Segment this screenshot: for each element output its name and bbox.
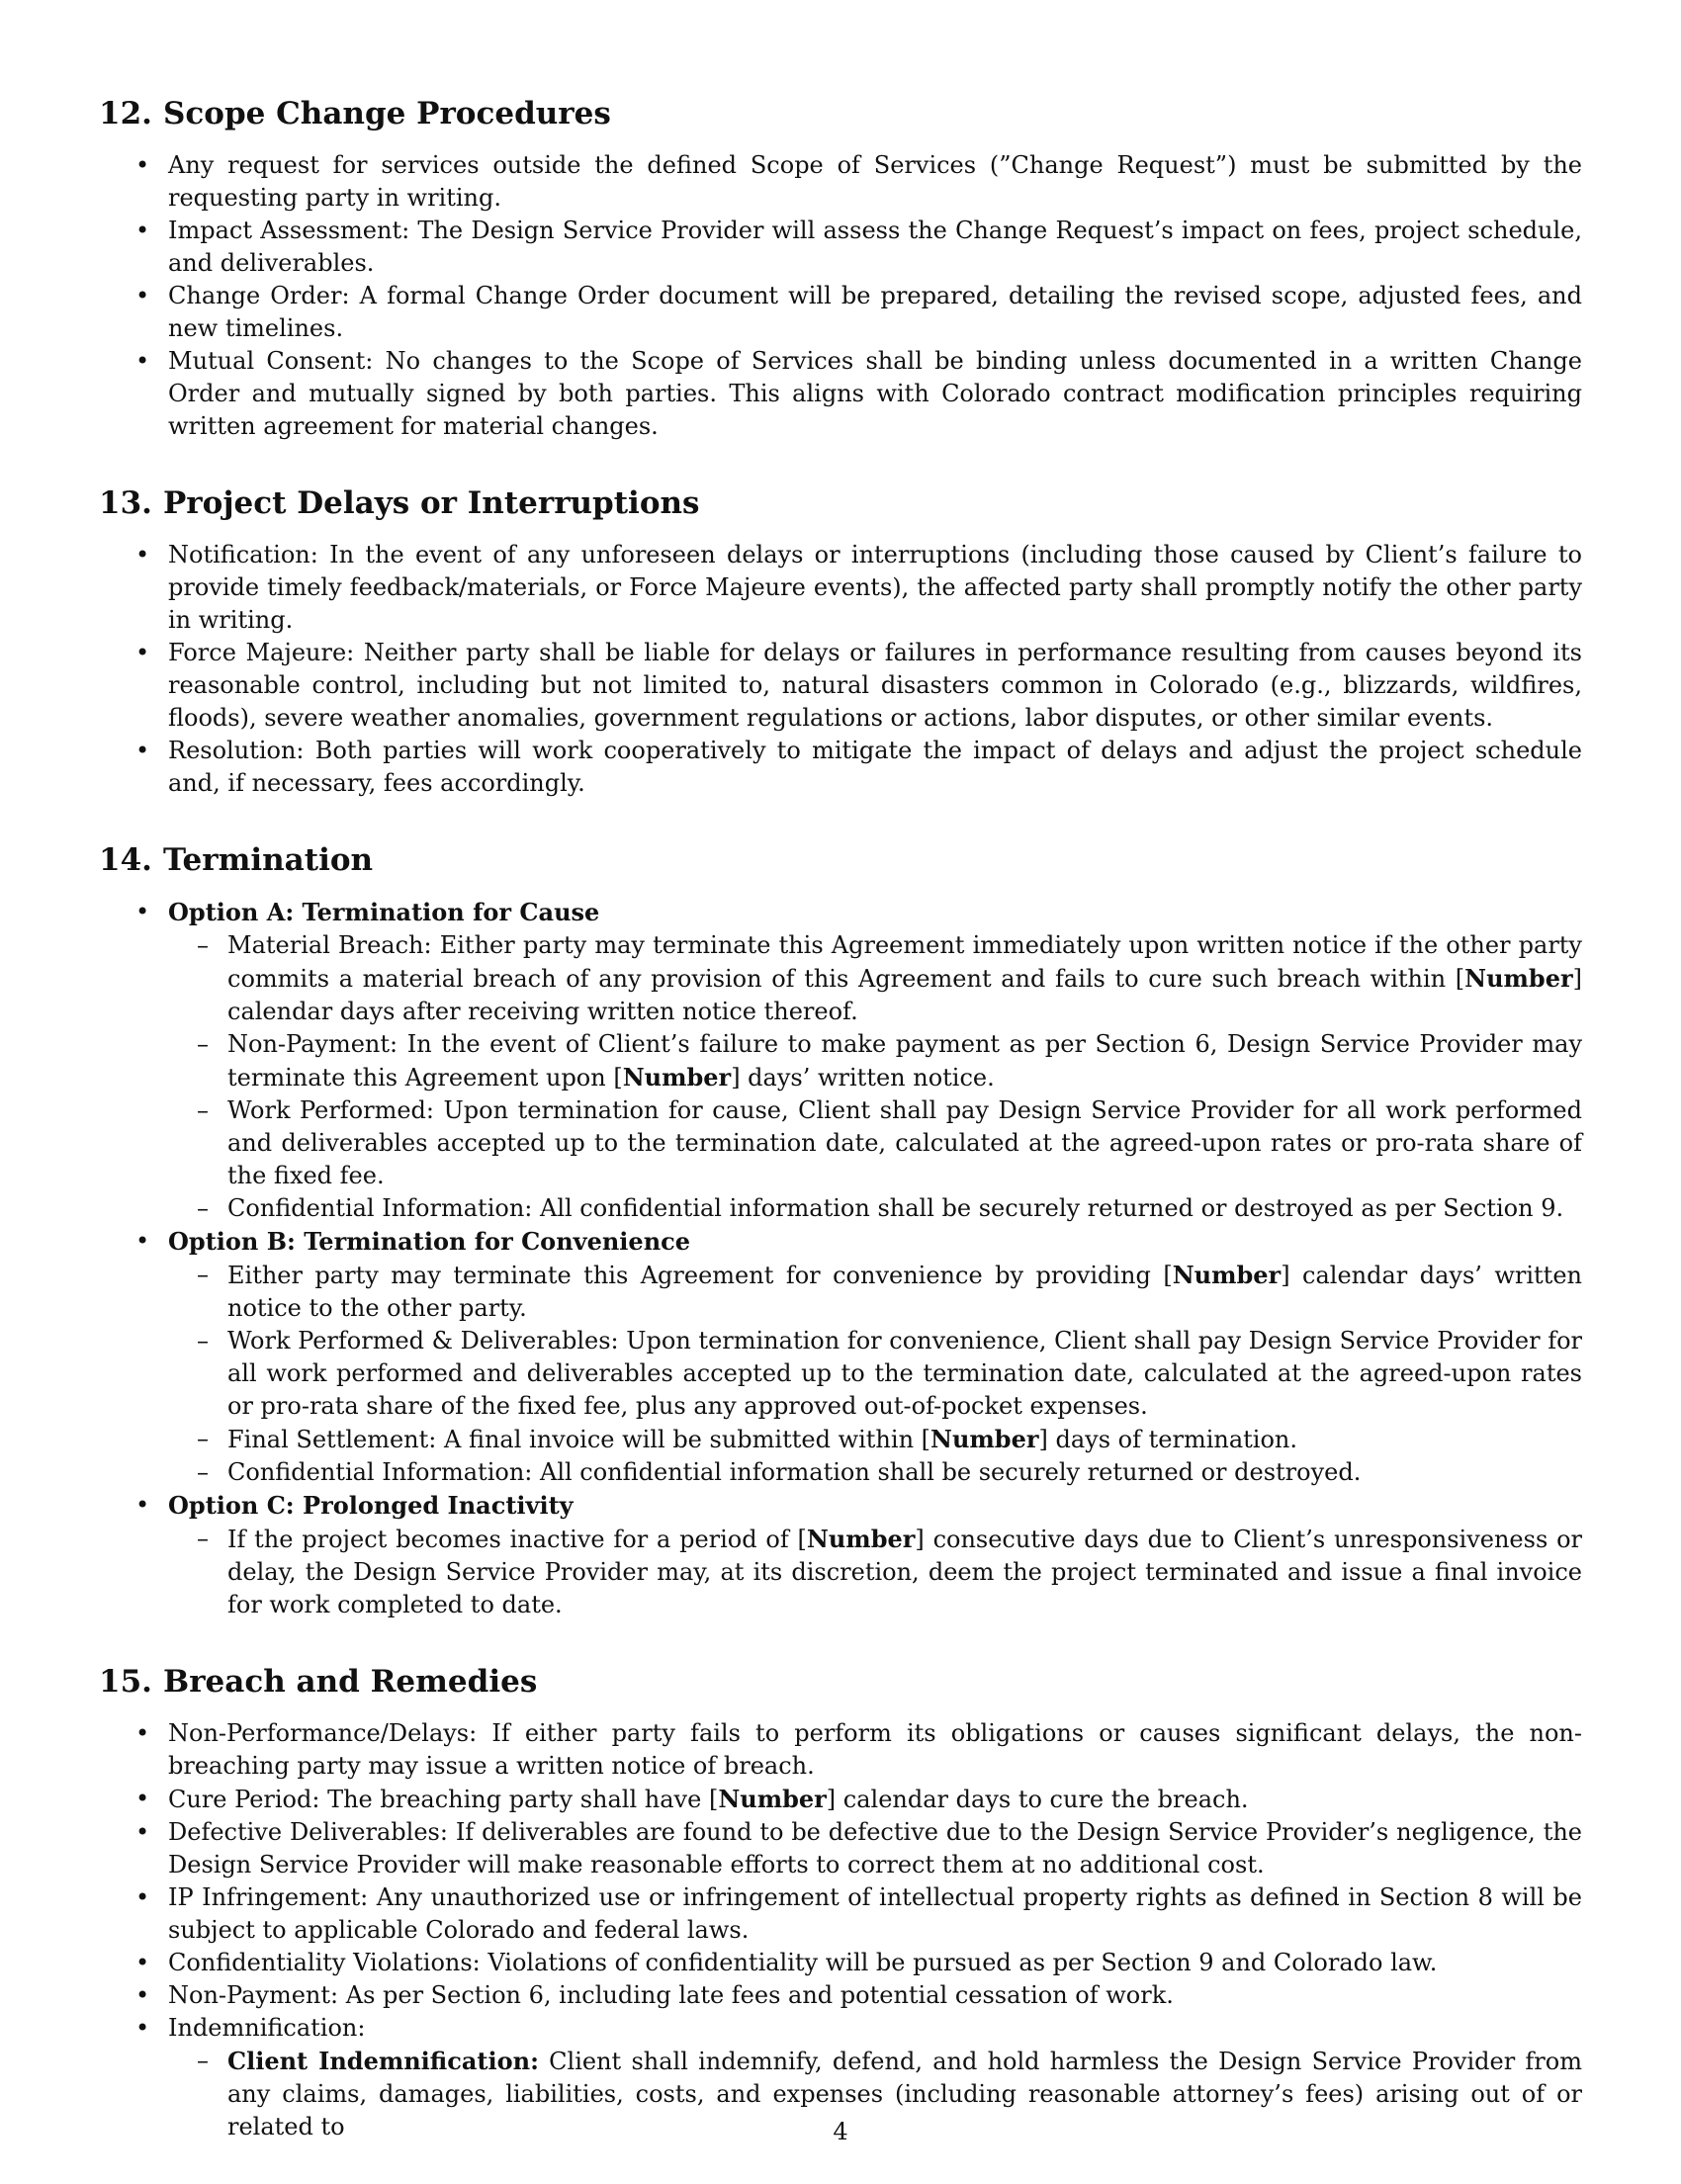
list-item: • Cure Period: The breaching party shall have [Number] calendar days to cure the breach.: [99, 1783, 1582, 1816]
sub-list: [168, 1259, 1582, 1489]
option-label: Option C: Prolonged Inactivity: [168, 1491, 574, 1520]
option-a-item: [99, 896, 1582, 1225]
bullet-list: [99, 896, 1582, 1621]
sub-item: – Client Indemnification: Client shall indemnify, defend, and hold harmless the Design Service Provider from any claims, damages, liabilities, costs, and expenses (including reasonable attorney’s fees) arising out of or related to: [168, 2045, 1582, 2143]
indemnification-label: Client Indemnification:: [227, 2047, 539, 2075]
section-termination: [99, 840, 1582, 1621]
sub-item: – Work Performed: Upon termination for cause, Client shall pay Design Service Provider for all work performed and deliverables accepted up to the termination date, calculated at the agreed-upon rates or pro-rata share of the fixed fee.: [168, 1094, 1582, 1192]
section-breach-remedies: [99, 1662, 1582, 2143]
document-page: [99, 94, 1582, 2184]
placeholder-number: Number: [806, 1525, 916, 1553]
list-item: • Mutual Consent: No changes to the Scope of Services shall be binding unless documented in a written Change Order and mutually signed by both parties. This aligns with Colorado contract modification principles requiring written agreement for material changes.: [99, 345, 1582, 443]
option-label: Option A: Termination for Cause: [168, 898, 600, 926]
section-heading: 15. Breach and Remedies: [99, 1664, 538, 1700]
sub-item: – Non-Payment: In the event of Client’s failure to make payment as per Section 6, Design Service Provider may terminate this Agreement upon [Number] days’ written notice.: [168, 1028, 1582, 1094]
list-item: • Any request for services outside the defined Scope of Services (”Change Request”) must be submitted by the requesting party in writing.: [99, 149, 1582, 215]
option-b-item: [99, 1225, 1582, 1489]
page-number: 4: [833, 2118, 848, 2145]
list-item: • Confidentiality Violations: Violations of confidentiality will be pursued as per Section 9 and Colorado law.: [99, 1947, 1582, 1979]
list-item: • Force Majeure: Neither party shall be liable for delays or failures in performance resulting from causes beyond its reasonable control, including but not limited to, natural disasters common in Colorado (e.g., blizzards, wildfires, floods), severe weather anomalies, government regulations or actions, labor disputes, or other similar events.: [99, 637, 1582, 735]
sub-item: – Final Settlement: A final invoice will be submitted within [Number] days of termination.: [168, 1423, 1582, 1456]
option-c-item: [99, 1489, 1582, 1621]
section-scope-change: [99, 94, 1582, 443]
list-item: • Non-Payment: As per Section 6, including late fees and potential cessation of work.: [99, 1979, 1582, 2012]
sub-item: – Confidential Information: All confidential information shall be securely returned or destroyed.: [168, 1456, 1582, 1489]
bullet-list: [99, 539, 1582, 800]
list-item: • Change Order: A formal Change Order document will be prepared, detailing the revised scope, adjusted fees, and new timelines.: [99, 280, 1582, 345]
placeholder-number: Number: [622, 1063, 732, 1092]
section-heading: 13. Project Delays or Interruptions: [99, 485, 700, 521]
sub-list: [168, 929, 1582, 1225]
list-item: • Notification: In the event of any unforeseen delays or interruptions (including those caused by Client’s failure to provide timely feedback/materials, or Force Majeure events), the affected party shall promptly notify the other party in writing.: [99, 539, 1582, 637]
list-item: • Defective Deliverables: If deliverables are found to be defective due to the Design Service Provider’s negligence, the Design Service Provider will make reasonable efforts to correct them at no additional cost.: [99, 1816, 1582, 1881]
bullet-list: [99, 1717, 1582, 2143]
section-project-delays: [99, 483, 1582, 800]
list-item: • Indemnification: – Client Indemnification: Client shall indemnify, defend, and hold harmless the Design Service Provider from any claims, damages, liabilities, costs, and expenses (including reasonable attorney’s fees) arising out of or related to: [99, 2012, 1582, 2143]
section-heading: 14. Termination: [99, 842, 374, 878]
placeholder-number: Number: [718, 1785, 827, 1813]
placeholder-number: Number: [930, 1425, 1039, 1453]
sub-item: – Material Breach: Either party may terminate this Agreement immediately upon written notice if the other party commits a material breach of any provision of this Agreement and fails to cure such breach within [Number] calendar days after receiving written notice thereof.: [168, 929, 1582, 1028]
placeholder-number: Number: [1172, 1261, 1282, 1289]
list-item: • Non-Performance/Delays: If either party fails to perform its obligations or causes significant delays, the non-breaching party may issue a written notice of breach.: [99, 1717, 1582, 1783]
sub-item: – Work Performed & Deliverables: Upon termination for convenience, Client shall pay Design Service Provider for all work performed and deliverables accepted up to the termination date, calculated at the agreed-upon rates or pro-rata share of the fixed fee, plus any approved out-of-pocket expenses.: [168, 1325, 1582, 1423]
sub-item: – Either party may terminate this Agreement for convenience by providing [Number] calendar days’ written notice to the other party.: [168, 1259, 1582, 1325]
bullet-list: [99, 149, 1582, 443]
section-heading: 12. Scope Change Procedures: [99, 96, 611, 131]
placeholder-number: Number: [1464, 964, 1573, 993]
list-item: • Resolution: Both parties will work cooperatively to mitigate the impact of delays and adjust the project schedule and, if necessary, fees accordingly.: [99, 735, 1582, 800]
sub-item: – If the project becomes inactive for a period of [Number] consecutive days due to Client’s unresponsiveness or delay, the Design Service Provider may, at its discretion, deem the project terminated and issue a final invoice for work completed to date.: [168, 1523, 1582, 1621]
list-item: • IP Infringement: Any unauthorized use or infringement of intellectual property rights as defined in Section 8 will be subject to applicable Colorado and federal laws.: [99, 1881, 1582, 1947]
option-label: Option B: Termination for Convenience: [168, 1227, 691, 1256]
sub-item: – Confidential Information: All confidential information shall be securely returned or destroyed as per Section 9.: [168, 1192, 1582, 1225]
sub-list: [168, 1523, 1582, 1621]
list-item: • Impact Assessment: The Design Service Provider will assess the Change Request’s impact on fees, project schedule, and deliverables.: [99, 215, 1582, 280]
